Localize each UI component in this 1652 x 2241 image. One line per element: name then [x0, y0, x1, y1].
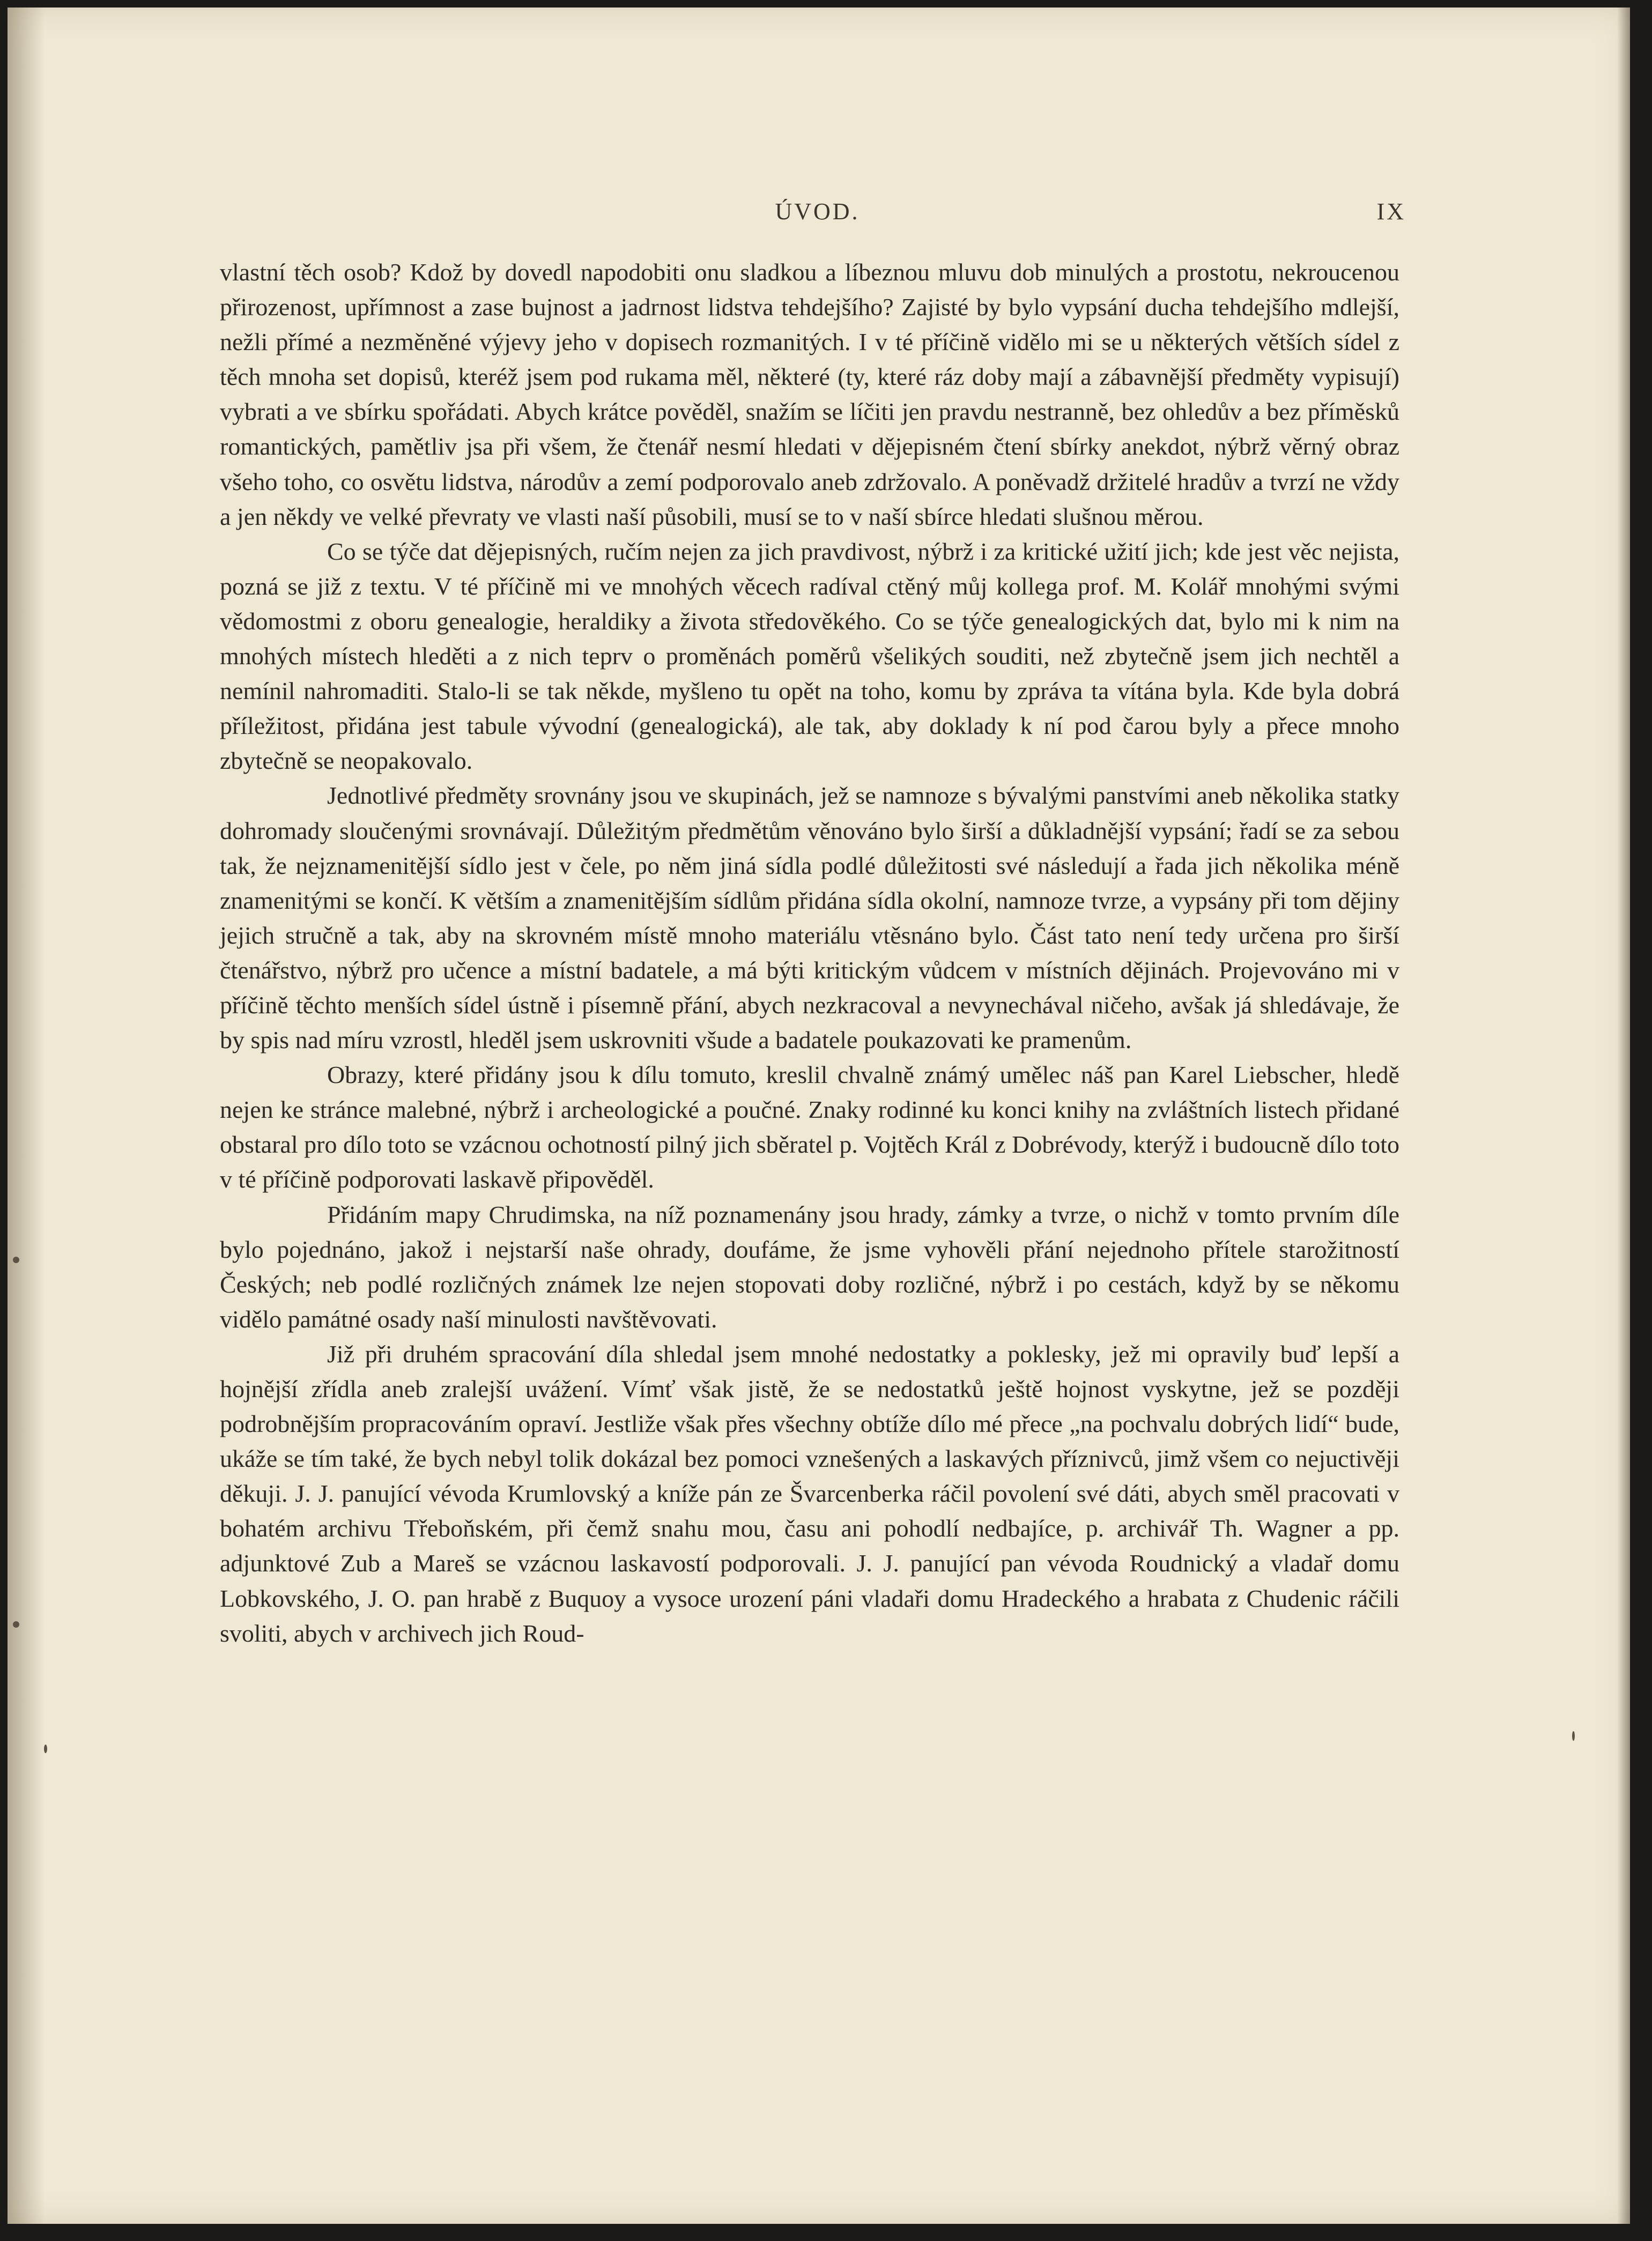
margin-speck [13, 1621, 19, 1628]
margin-speck [44, 1745, 47, 1753]
page-edge-shadow [1617, 8, 1630, 2224]
paragraph: vlastní těch osob? Kdož by dovedl napodobiti onu sladkou a líbeznou mluvu dob minulých a prostotu, nekroucenou přirozenost, upřímnost a zase bujnost a jadrnost lidstva tehdejšího? Zajisté by bylo vypsání ducha tehdejšího mdlejší, nežli přímé a nezměněné výjevy jeho v dopisech rozmanitých. I v té příčině vidělo mi se u některých větších sídel z těch mnoha set dopisů, kteréž jsem pod rukama měl, některé (ty, které ráz doby mají a zábavnější předměty vypisují) vybrati a ve sbírku spořádati. Abych krátce pověděl, snažím se líčiti jen pravdu nestranně, bez ohledův a bez příměsků romantických, pamětliv jsa při všem, že čtenář nesmí hledati v dějepisném čtení sbírky anekdot, nýbrž věrný obraz všeho toho, co osvětu lidstva, národův a zemí podporovalo aneb zdržovalo. A poněvadž držitelé hradův a tvrzí ne vždy a jen někdy ve velké převraty ve vlasti naší působili, musí se to v naší sbírce hledati slušnou měrou. [220, 258, 1399, 530]
running-head [229, 198, 1406, 230]
paragraph: Přidáním mapy Chrudimska, na níž poznamenány jsou hrady, zámky a tvrze, o nichž v tomto prvním díle bylo pojednáno, jakož i nejstarší naše ohrady, doufáme, že jsme vyhověli přání nejednoho přítele starožitností Českých; neb podlé rozličných známek lze nejen stopovati doby rozličné, nýbrž i po cestách, když by se někomu vidělo památné osady naší minulosti navštěvovati. [220, 1200, 1399, 1333]
paragraph: Co se týče dat dějepisných, ručím nejen za jich pravdivost, nýbrž i za kritické užití jich; kde jest věc nejista, pozná se již z textu. V té příčině mi ve mnohých věcech radíval ctěný můj kollega prof. M. Kolář mnohými svými vědomostmi z oboru genealogie, heraldiky a života středověkého. Co se týče genealogických dat, bylo mi k nim na mnohých místech hleděti a z nich teprv o proměnách poměrů všelikých souditi, než zbytečně jsem jich nechtěl a nemínil nahromaditi. Stalo-li se tak někde, myšleno tu opět na toho, komu by zpráva ta vítána byla. Kde byla dobrá příležitost, přidána jest tabule vývodní (genealogická), ale tak, aby doklady k ní pod čarou byly a přece mnoho zbytečně se neopakovalo. [220, 537, 1399, 775]
paragraph: Obrazy, které přidány jsou k dílu tomuto, kreslil chvalně známý umělec náš pan Karel Liebscher, hledě nejen ke stránce malebné, nýbrž i archeologické a poučné. Znaky rodinné ku konci knihy na zvláštních listech přidané obstaral pro dílo toto se vzácnou ochotností pilný jich sběratel p. Vojtěch Král z Dobrévody, kterýž i budoucně dílo toto v té příčině podporovati laskavě připověděl. [220, 1061, 1399, 1193]
running-title: ÚVOD. [775, 198, 860, 225]
margin-speck [1572, 1731, 1575, 1741]
page-number: IX [1376, 198, 1406, 225]
paragraph: Jednotlivé předměty srovnány jsou ve skupinách, jež se namnoze s bývalými panstvími aneb několika statky dohromady sloučenými srovnávají. Důležitým předmětům věnováno bylo širší a důkladnější vypsání; řadí se za sebou tak, že nejznamenitější sídlo jest v čele, po něm jiná sídla podlé důležitosti své následují a řada jich několika méně znamenitými se končí. K větším a znamenitějším sídlům přidána sídla okolní, namnoze tvrze, a vypsány při tom dějiny jejich stručně a tak, aby na skrovném místě mnoho materiálu vtěsnáno bylo. Část tato není tedy určena pro širší čtenářstvo, nýbrž pro učence a místní badatele, a má býti kritickým vůdcem v místních dějinách. Projevováno mi v příčině těchto menších sídel ústně i písemně přání, abych nezkracoval a nevynechával ničeho, avšak já shledávaje, že by spis nad míru vzrostl, hleděl jsem uskrovniti všude a badatele poukazovati ke pramenům. [220, 782, 1399, 1054]
binding-gutter-shadow [8, 8, 45, 2224]
margin-speck [13, 1257, 19, 1263]
paragraph: Již při druhém spracování díla shledal jsem mnohé nedostatky a poklesky, jež mi opravily buď lepší a hojnější zřídla aneb zralejší uvážení. Vímť však jistě, že se nedostatků ještě hojnost vyskytne, jež se později podrobnějším propracováním opraví. Jestliže však přes všechny obtíže dílo mé přece „na pochvalu dobrých lidí“ bude, ukáže se tím také, že bych nebyl tolik dokázal bez pomoci vznešených a laskavých příznivců, jimž všem co nejuctivěji děkuji. J. J. panující vévoda Krumlovský a kníže pán ze Švarcenberka ráčil povolení své dáti, abych směl pracovati v bohatém archivu Třeboňském, při čemž snahu mou, času ani pohodlí nedbajíce, p. archivář Th. Wagner a pp. adjunktové Zub a Mareš se vzácnou laskavostí podporovali. J. J. panující pan vévoda Roudnický a vladař domu Lobkovského, J. O. pan hrabě z Buquoy a vysoce urození páni vladaři domu Hradeckého a hrabata z Chudenic ráčili svoliti, abych v archivech jich Roud- [220, 1340, 1399, 1647]
body-text [220, 255, 1399, 1651]
